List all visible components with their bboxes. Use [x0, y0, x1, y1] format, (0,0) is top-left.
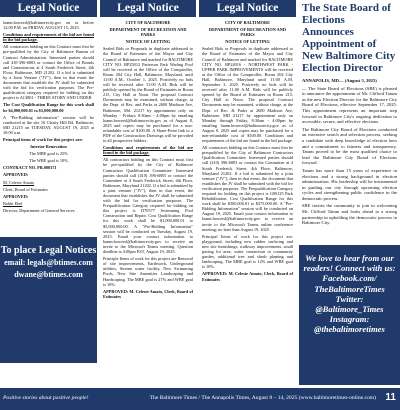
facebook-handle[interactable]: TheBaltimoreTimes — [314, 283, 385, 294]
approved2-name: Bobbi Ebel — [3, 200, 23, 206]
intro-text: luann.bowersl@baltimorecity.gov on or before 12:00 P.M. on FRIDAY, AUGUST 15, 2025. — [3, 20, 94, 31]
approved-text: APPROVED: M. Celeste Amato, Clerk, Board of Estimates — [103, 288, 193, 299]
notice-of-letting: NOTICE OF LETTING — [225, 39, 270, 45]
approved2-title: Director, Department of General Services — [3, 207, 75, 213]
instagram-label: Instagram: — [329, 314, 370, 325]
notice-of-letting: NOTICE OF LETTING — [125, 39, 171, 45]
body-text: Sealed Bids or Proposals in duplicate addressed to the Board of Estimates of the Mayor and City Council of Baltimore and marked for BALTIMORE CITY NO. RP24016 - NORTHWEST PARK - UPPER PARK IMPROVEMENTS will be received at the Office of the Comptroller, Room 204 City Hall, Baltimore, Maryland until 11:00 A.M. September 3, 2025. Positively no bids will be received after 11:00 A.M. Bids will be publicly opened by the Board of Estimates in Room 215, City Hall at Noon. The proposal Contract Documents may be examined, without charge, at the Dept. of Rec. & Parks at 2600 Madison Ave, Baltimore, MD 21217 by appointment only on Monday through Friday, 8:30am - 4:00pm by emailing luann.bowersl@baltimorecity.gov as of August 8, 2025 and copies may be purchased for a non-refundable cost of $100.00. Conditions and requirements of the bid are found in the bid package. — [202, 46, 293, 144]
approved-name: M. Celeste Amato — [3, 179, 35, 185]
prebid-text: A "Pre-Bidding information" session will be conducted at the site 10 Clarity Hill Rd, Baltimore, MD 21215 on TUESDAY, AUGUST 19, 2025 at 10:00 a.m. — [3, 114, 94, 135]
org-name: CITY OF BALTIMORE — [225, 20, 270, 25]
article-dateline: ANNAPOLIS, MD— (August 5, 2025) — [302, 78, 377, 83]
article-headline: The State Board of Elections Announces Appointment of New Baltimore City Election Director — [302, 2, 396, 74]
body-text: Sealed Bids or Proposals in duplicate addressed to the Board of Estimates of the Mayor and City Council of Baltimore and marked for BALTIMORE CITY NO. RP25012 Patterson Park Wading Pool will be received at the Office of the Comptroller, Room 204 City Hall, Baltimore, Maryland, until 11:00 A.M., October 1, 2025. Positively no bids will be received after 11:00 A.M. Bids will be publicly opened by the Board of Estimates in Room 215, City Hall at Noon. The proposal Contract Documents may be examined, without charge, at the Dept. of Rec. and Parks at 2600 Madison Ave, Baltimore, Md. 21217 by appointment only on Monday - Fridays 8:30am - 4:00pm by emailing luann.bowersl@baltimorecity.gov as of August 8, 2025 and copies may be purchased for a non-refundable cost of $100.00. A Share-Point link to a PDF of the Construction Drawings will be provided to all prospective bidders. — [103, 46, 193, 144]
facebook-link[interactable]: Facebook.com/ — [322, 273, 377, 284]
conditions-text: Conditions and requirements of the bid are found in the bid package. — [103, 145, 193, 156]
page-footer — [0, 388, 400, 410]
body-text-2: All contractors bidding on this Contract must first be pre-qualified by the City of Baltimore Contractors Qualification Committee. Interested parties should call (410) 396-6883 or contact the Committee at 4 South Frederick Street, 4th Floor, Baltimore, Maryland 21202. If a bid is submitted by a joint venture ("JV"), then in that event, the document that establishes the JV shall be submitted with the bid for verification purposes. The Prequalification Category required for bidding on this project is D70577 Swimming Pool Construction and Repair. Cost Qualification Range for this work shall be $1,000,000.01 to $5,000,000.00. A "Pre-Bidding Information" session will be conducted on Tuesday, August 19, 2025. Email your contact information to luann.bowersl@baltimorecity.gov to receive an invite to the Microsoft Teams meeting. Question deadline is 4:00pm EST, August 19, 2025. — [103, 157, 193, 255]
legal-notice-column-2 — [100, 0, 196, 388]
wbe-goal: The WBE goal is 10% — [29, 158, 68, 164]
legal-notice-header: Legal Notice — [100, 0, 196, 17]
org-name: CITY OF BALTIMORE — [125, 20, 171, 25]
approved-label: APPROVED: — [3, 172, 29, 178]
legal-notice-column-3 — [199, 0, 296, 388]
footer-tagline: Positive stories about positive people! — [3, 395, 89, 401]
mbe-goal: The MBE goal is 25% — [29, 151, 68, 157]
article-paragraph-4: SBE invites the community to join in welcoming Mr. Clifford Tatum and looks ahead to a strong partnership in upholding the democratic process in Baltimore City. — [302, 203, 397, 226]
principal-label: Principal items of work for this project are: — [3, 136, 83, 142]
social-promo-box — [299, 245, 400, 385]
approved-text: APPROVED: M. Celeste Amato, Clerk, Board of Estimates — [202, 271, 293, 282]
body-text-3: Principal Items of work for this project are: playground, including new rubber surfacing and new site furnishings, walkway improvements, small paving lot area, water connection to community garden, additional tree and shrub planting and landscaping. The MBE goal is 12% and WBE goal is 10%. — [202, 233, 293, 270]
place-legal-notices-box — [0, 237, 97, 363]
org-department: DEPARTMENT OF RECREATION AND PARKS — [109, 27, 187, 38]
twitter-handle[interactable]: @Baltimore_Times — [315, 304, 384, 315]
body-text-2: All contractors bidding on this Contract must first be prequalified by the City of Baltimore Contractors Qualification Committee. Interested parties should call (410) 396-6883 or contact the Committee at 4 South Frederick Street, 4th Floor, Baltimore, Maryland 21202. If a bid is submitted by a joint venture ("JV"), then in that event, the document that establishes the JV shall be submitted with the bid for verification purposes. The Prequalification Category required for bidding on this project is G90125 Park Rehabilitation. Cost Qualification Range for this work shall be $300,000.01 to $375,000.00. A "Pre-Bidding Information" session will be conducted on August 19, 2025. Email your contact information to luann.bowersl@baltimorecity.gov to receive an invite to the Microsoft Teams online conference meeting; no later than August 19, 2025. — [202, 145, 293, 232]
footer-publication: The Baltimore Times / The Annapolis Times, August 8 – 14, 2025 (www.baltimoretimes-online.com) — [149, 395, 376, 401]
principal-items: Interior Renovation — [30, 144, 67, 150]
conditions-title: Conditions and requirements of the bid are found in the bid package. — [3, 32, 94, 43]
promo-intro: We love to hear from our readers! Connect with us: — [303, 253, 396, 274]
cost-range-text: The Cost Qualification Range for this work shall be $4,000,000.01 to $5,000,000.00 — [3, 102, 94, 113]
org-department: DEPARTMENT OF RECREATION AND PARKS — [209, 27, 286, 38]
legals-email[interactable]: email: legals@btimes.com — [4, 258, 93, 267]
legal-notice-header: Legal Notice — [199, 0, 296, 17]
article-paragraph-2: The Baltimore City Board of Elections conducted an extensive search and selection process, seeking a candidate with deep knowledge of election laws and a commitment to fairness and transparency. Tatum proved to be the most qualified choice to lead the Baltimore City Board of Elections forward. — [302, 126, 397, 166]
approved-title: Clerk, Board of Estimates — [3, 186, 48, 192]
instagram-handle[interactable]: @thebaltimoretimes — [314, 324, 385, 335]
legal-notice-header: Legal Notice — [0, 0, 97, 17]
approved2-label: APPROVED: — [3, 193, 29, 199]
page-number: 11 — [385, 392, 396, 403]
contract-number: CONTRACT NO. PB.000371 — [3, 165, 57, 171]
twitter-label: Twitter: — [335, 293, 364, 304]
place-notices-title: To place Legal Notices — [0, 245, 97, 256]
body-text-3: Principle Items of work for this project are Removal of site improvements, Earthwork, Underground utilities, Stream water facility, New Swimming Pools, New Site Amenities Landscaping and Hardscaping. The MBE goal is 27% and WBE goal is 10%. — [103, 256, 193, 287]
dwane-email[interactable]: dwane@btimes.com — [14, 270, 83, 279]
article-paragraph-1: — The State Board of Elections (SBE) is pleased to announce the appointment of Mr. Clifford Tatum as the new Election Director for the Baltimore City Board of Elections, effective September 17, 2025. This appointment represents an important step forward in Baltimore City's ongoing dedication to accessible, secure, and effective elections. — [302, 85, 397, 125]
body-text: All contractors bidding on this Contract must first be pre-qualified by the City of Baltimore Bureau of Contract Administration. Interested parties should call 410-396-6883 or contact the Office of Boards and Commissions at 4 South Frederick Street, 4th Floor, Baltimore, MD 21202. If a bid is submitted by a Joint Venture ("JV"), then in that event the documents that establish the JV shall be submitted with the bid for verification purposes. The Pre-qualification category required for bidding on this project is A13801 - THREE STORY AND UNDER — [3, 44, 94, 101]
article-paragraph-3: Tatum has more than 15 years of experience in elections and a strong background in election administration. His leadership will be instrumental in guiding our city through upcoming election cycles and strengthening public confidence in the democratic process. — [302, 167, 397, 201]
